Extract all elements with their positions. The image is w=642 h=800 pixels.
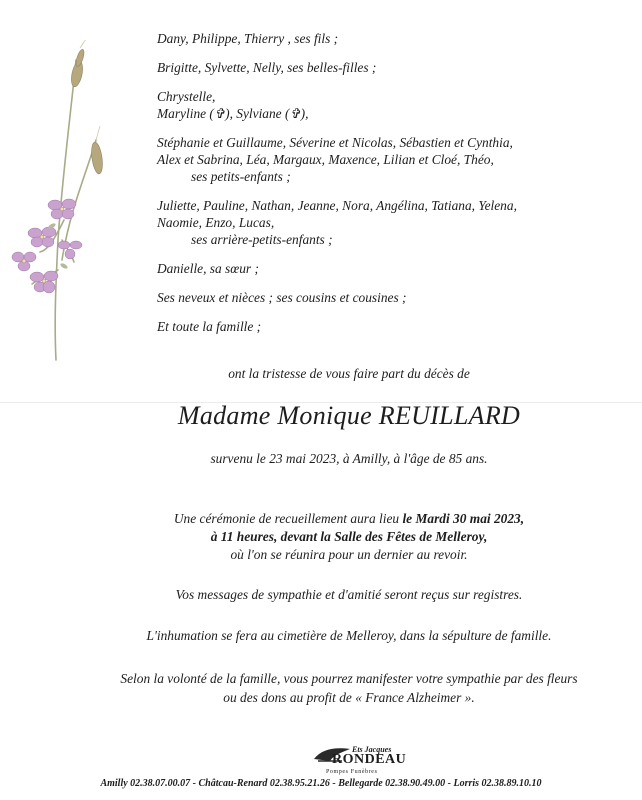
messages-text: Vos messages de sympathie et d'amitié seront reçus sur registres. [175,587,523,602]
grandchildren-group [157,134,617,185]
death-details: survenu le 23 mai 2023, à Amilly, à l'âge de 85 ans. [210,451,488,466]
chrystelle-line: Chrystelle, [157,89,216,104]
great-grandchildren-line-2: Naomie, Enzo, Lucas, [157,215,275,230]
funeral-home-prefix: Ets Jacques [352,745,392,754]
burial-text: L'inhumation se fera au cimetière de Melleroy, dans la sépulture de famille. [146,628,552,643]
family-list [157,30,617,347]
wishes-line-1: Selon la volonté de la famille, vous pourrez manifester votre sympathie par des fleurs [120,671,578,686]
all-family-line: Et toute la famille ; [157,319,262,334]
nephews-line: Ses neveux et nièces ; ses cousins et cousines ; [157,290,407,305]
great-grandchildren-label: ses arrière-petits-enfants ; [191,232,333,247]
ceremony-intro: Une cérémonie de recueillement aura lieu [173,511,400,526]
funeral-home-logo [312,745,407,779]
wishes-block [0,669,642,707]
grandchildren-line-2: Alex et Sabrina, Léa, Margaux, Maxence, Lilian et Cloé, Théo, [157,152,494,167]
sister-line: Danielle, sa sœur ; [157,261,259,276]
footer-phone-numbers: Amilly 02.38.07.00.07 - Châtcau-Renard 02.38.95.21.26 - Bellegarde 02.38.90.49.00 - Lorris 02.38.89.10.10 [100,778,542,789]
daughters-in-law-line: Brigitte, Sylvette, Nelly, ses belles-filles ; [157,60,377,75]
ceremony-time-place: à 11 heures, devant la Salle des Fêtes de Melleroy, [210,529,488,544]
great-grandchildren-group [157,197,617,248]
maryline-line: Maryline (✞), Sylviane (✞), [157,106,309,121]
announcement-text: ont la tristesse de vous faire part du décès de [228,366,470,381]
funeral-home-subtitle: Pompes Funèbres [326,769,378,775]
grandchildren-label: ses petits-enfants ; [191,169,291,184]
ceremony-date: le Mardi 30 mai 2023, [402,511,525,526]
chrystelle-maryline-group [157,88,617,122]
ceremony-farewell: où l'on se réunira pour un dernier au revoir. [230,547,468,562]
ceremony-block [0,510,642,564]
deceased-name: Madame Monique REUILLARD [177,401,521,430]
violet-and-wheat-illustration [4,40,114,370]
wishes-line-2: ou des dons au profit de « France Alzheimer ». [223,690,475,705]
grandchildren-line-1: Stéphanie et Guillaume, Séverine et Nicolas, Sébastien et Cynthia, [157,135,513,150]
sons-line: Dany, Philippe, Thierry , ses fils ; [157,31,339,46]
funeral-home-name: RONDEAU [332,752,407,767]
great-grandchildren-line-1: Juliette, Pauline, Nathan, Jeanne, Nora, Angélina, Tatiana, Yelena, [157,198,517,213]
